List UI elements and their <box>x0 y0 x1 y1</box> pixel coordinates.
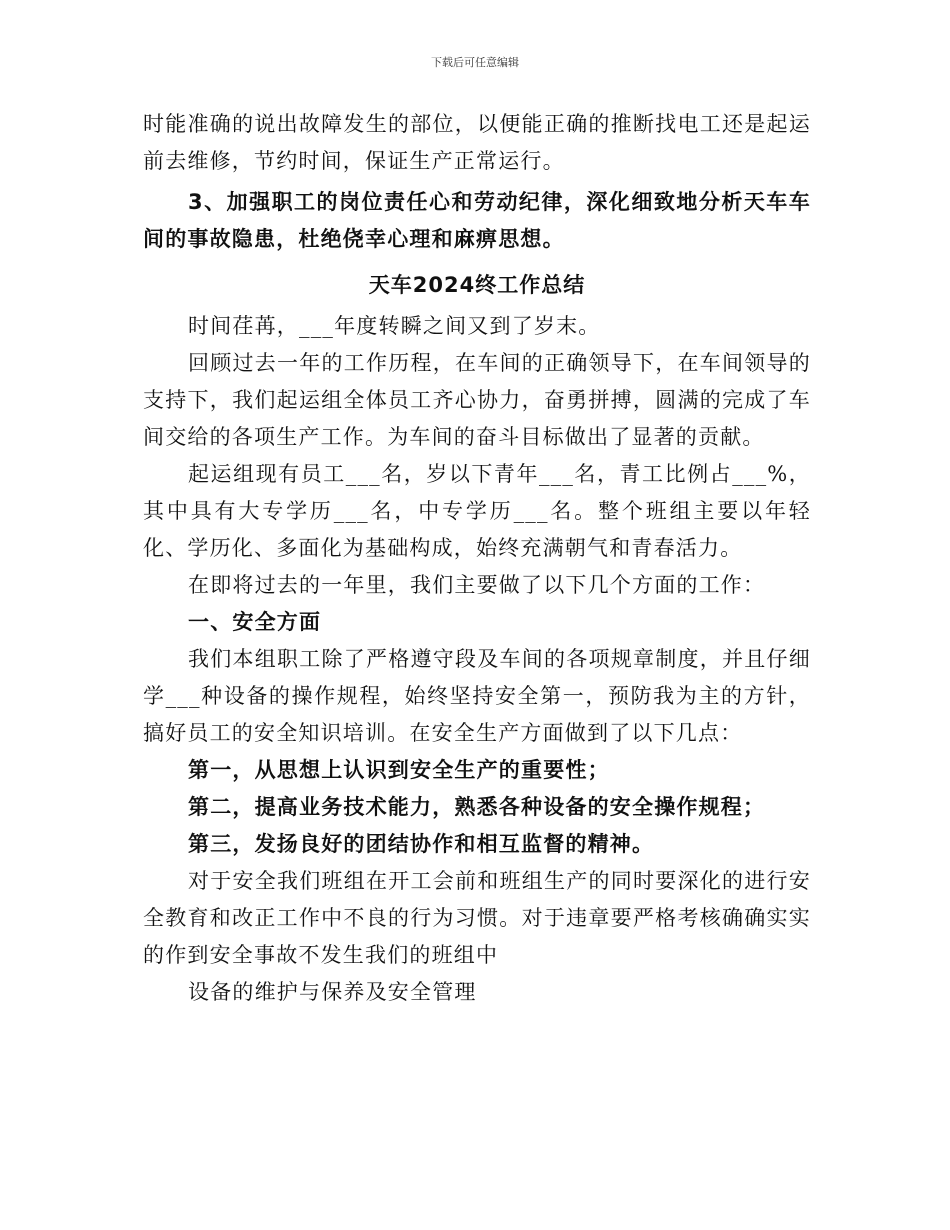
paragraph-safety: 我们本组职工除了严格遵守段及车间的各项规章制度，并且仔细学___种设备的操作规程，始终坚持安全第一，预防我为主的方针，搞好员工的安全知识培训。在安全生产方面做到了以下几点： <box>143 647 811 745</box>
paragraph-work-overview: 在即将过去的一年里，我们主要做了以下几个方面的工作： <box>188 573 766 597</box>
safety-point-2: 第二，提高业务技术能力，熟悉各种设备的安全操作规程； <box>188 795 766 819</box>
document-body <box>143 106 811 1011</box>
paragraph-safety-education: 对于安全我们班组在开工会前和班组生产的同时要深化的进行安全教育和改正工作中不良的行为习惯。对于违章要严格考核确确实实的作到安全事故不发生我们的班组中 <box>143 869 811 967</box>
section-heading-safety: 一、安全方面 <box>188 610 322 634</box>
paragraph-staff: 起运组现有员工___名，岁以下青年___名，青工比例占___%，其中具有大专学历___名，中专学历___名。整个班组主要以年轻化、学历化、多面化为基础构成，始终充满朝气和青春活力。 <box>143 462 811 560</box>
paragraph-point-3: 3、加强职工的岗位责任心和劳动纪律，深化细致地分析天车车间的事故隐患，杜绝侥幸心理和麻痹思想。 <box>143 190 811 251</box>
paragraph-continuation: 时能准确的说出故障发生的部位，以便能正确的推断找电工还是起运前去维修，节约时间，保证生产正常运行。 <box>143 112 811 173</box>
safety-point-3: 第三，发扬良好的团结协作和相互监督的精神。 <box>188 832 655 856</box>
safety-point-1: 第一，从思想上认识到安全生产的重要性； <box>188 758 610 782</box>
paragraph-intro: 时间荏苒，___年度转瞬之间又到了岁末。 <box>188 314 601 338</box>
document-title: 天车2024终工作总结 <box>368 273 586 297</box>
page-header: 下载后可任意编辑 <box>431 56 519 69</box>
paragraph-equipment: 设备的维护与保养及安全管理 <box>188 980 477 1004</box>
paragraph-review: 回顾过去一年的工作历程，在车间的正确领导下，在车间领导的支持下，我们起运组全体员工齐心协力，奋勇拼搏，圆满的完成了车间交给的各项生产工作。为车间的奋斗目标做出了显著的贡献。 <box>143 351 811 449</box>
